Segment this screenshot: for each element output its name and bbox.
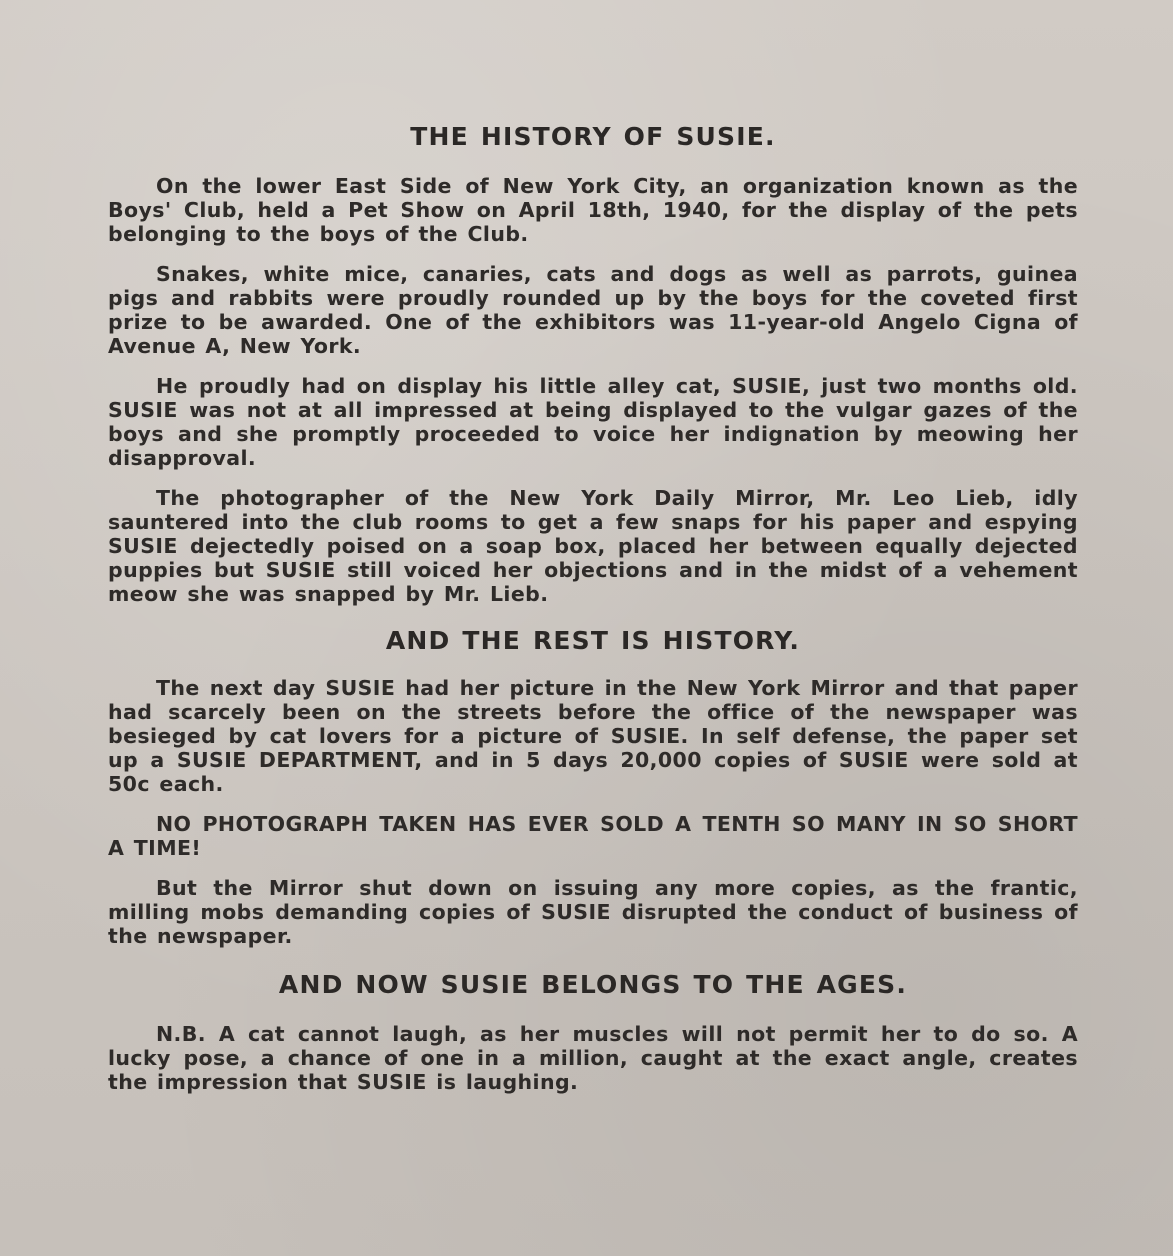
section-heading-ages: AND NOW SUSIE BELONGS TO THE AGES.: [278, 970, 908, 999]
section-heading-history: AND THE REST IS HISTORY.: [385, 626, 801, 655]
paragraph-photographer: The photographer of the New York Daily Mirror, Mr. Leo Lieb, idly sauntered into the club rooms to get a few snaps for his paper and espying SUSIE dejectedly poised on a soap box, placed her between equally dejected puppies but SUSIE still voiced her objections and in the midst of a vehement meow she was snapped by Mr. Lieb.: [108, 486, 1078, 606]
paragraph-susie-display: He proudly had on display his little alley cat, SUSIE, just two months old. SUSIE was not at all impressed at being displayed to the vulgar gazes of the boys and she promptly proceeded to voice her indignation by meowing her disapproval.: [108, 374, 1078, 470]
paragraph-mirror-shut-down: But the Mirror shut down on issuing any more copies, as the frantic, milling mobs demanding copies of SUSIE disrupted the conduct of business of the newspaper.: [108, 876, 1078, 948]
paragraph-next-day: The next day SUSIE had her picture in the New York Mirror and that paper had scarcely been on the streets before the office of the newspaper was besieged by cat lovers for a picture of SUSIE. In self defense, the paper set up a SUSIE DEPARTMENT, and in 5 days 20,000 copies of SUSIE were sold at 50c each.: [108, 676, 1078, 796]
paragraph-exhibitors: Snakes, white mice, canaries, cats and dogs as well as parrots, guinea pigs and rabbits were proudly rounded up by the boys for the coveted first prize to be awarded. One of the exhibitors was 11-year-old Angelo Cigna of Avenue A, New York.: [108, 262, 1078, 358]
paragraph-nota-bene: N.B. A cat cannot laugh, as her muscles will not permit her to do so. A lucky pose, a chance of one in a million, caught at the exact angle, creates the impression that SUSIE is laughing.: [108, 1022, 1078, 1094]
paragraph-pet-show: On the lower East Side of New York City, an organization known as the Boys' Club, held a Pet Show on April 18th, 1940, for the display of the pets belonging to the boys of the Club.: [108, 174, 1078, 246]
paragraph-no-photograph: NO PHOTOGRAPH TAKEN HAS EVER SOLD A TENTH SO MANY IN SO SHORT A TIME!: [108, 812, 1078, 860]
document-title: THE HISTORY OF SUSIE.: [410, 122, 776, 151]
document-body: [108, 122, 1078, 1094]
